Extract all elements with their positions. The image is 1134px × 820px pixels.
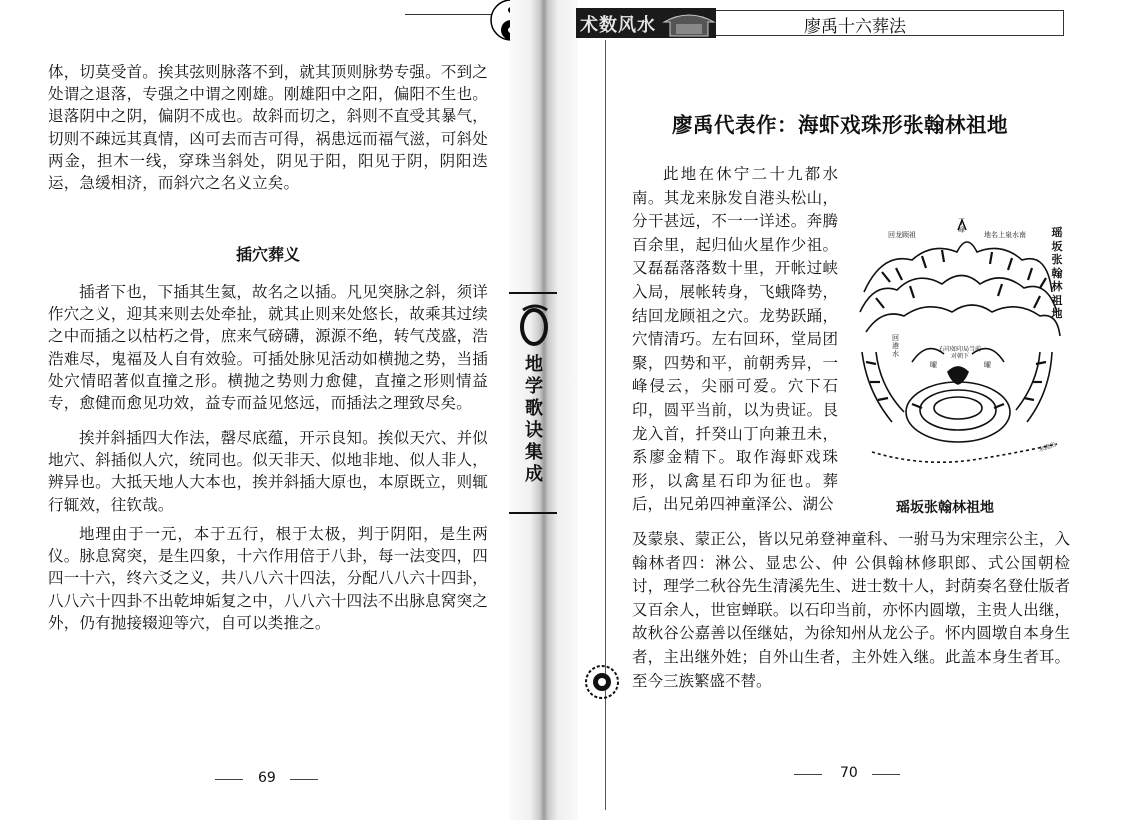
right-page-number: 70	[840, 765, 858, 781]
bagua-icon	[584, 664, 620, 700]
left-page-number: 69	[258, 770, 276, 786]
map-label-left-mid: 回港水	[892, 334, 899, 358]
map-side-label: 瑶坂张翰林祖地	[1051, 226, 1063, 320]
left-paragraph-3: 挨并斜插四大作法，罄尽底蕴，开示良知。挨似天穴、并似地穴、斜插似人穴，统同也。似天非天、似地非地、似人非人，辨异也。大抵天地人大本也，挨并斜插大原也，本原既立，则辄行辄效，往钦哉。	[48, 429, 488, 514]
left-paragraph-2: 插者下也，下插其生氦，故名之以插。凡见突脉之斜，须详作穴之义，迎其来则去处牵扯，就其止则来处悠长，故乘其过续之中而插之以枯朽之骨，庶来气磅礴，源源不绝，转气茂盛，浩浩难尽，鬼福及人自有效验。可插处脉见活动如横抛之势，当插处穴情昭著似直撞之形。横抛之势则力愈健，直撞之形则情益专，愈健而愈见功效，益专而益见悠远，而插法之理致尽矣。	[48, 283, 488, 413]
swirl-o-icon	[517, 304, 551, 348]
map-label-top-left: 回龙顾祖	[888, 231, 916, 239]
feng-shui-map	[852, 212, 1072, 482]
article-title: 廖禹代表作：海虾戏珠形张翰林祖地	[672, 113, 1008, 137]
left-page	[0, 0, 510, 820]
right-header	[576, 8, 1064, 38]
side-tab	[509, 292, 559, 514]
right-folio-rule-right	[872, 774, 900, 775]
side-tab-title: 地学歌诀集成	[525, 354, 543, 485]
right-folio-rule-left	[794, 774, 822, 775]
left-paragraph-1: 体，切莫受首。挨其弦则脉落不到，就其顶则脉势专强。不到之处谓之退落，专强之中谓之刚雄。刚雄阳中之阳，偏阳不生也。退落阴中之阴，偏阴不成也。故斜而切之，斜则不直受其暴气，切则不疎远其真情，凶可去而吉可得，祸患远而福气滋，可斜处两金，担木一线，穿珠当斜处，阴见于阳，阳见于阴，阴阳迭运，急缓相济，而斜穴之名义立矣。	[48, 63, 488, 193]
right-body-full: 及蒙泉、蒙正公，皆以兄弟登神童科、一驸马为宋理宗公主，入翰林者四：淋公、显忠公、仲 公俱翰林修职郎、式公国朝检讨，理学二秋谷先生清溪先生、进士数十人，封荫奏名登仕版者又百余人，世宦蝉联。以石印当前，亦怀内圆墩，主贵人出继，故秋谷公嘉善以侄继姑，为徐知州从龙公子。怀内圆墩自本身生者，主出继外姓；自外山生者，主外姓入继。此盖本身生者耳。至今三族繁盛不替。	[632, 530, 1070, 690]
left-folio-rule-right	[290, 779, 318, 780]
map-label-left-hump: 曜	[930, 361, 937, 369]
left-folio-rule-left	[215, 779, 243, 780]
header-title: 廖禹十六葬法	[804, 17, 906, 37]
section-title: 插穴葬义	[235, 245, 300, 264]
pavilion-roof-icon	[662, 10, 716, 38]
side-tab-top-rule	[509, 292, 557, 294]
map-label-top-mid: 丁峰	[958, 218, 965, 234]
header-logo-text: 术数风水	[580, 15, 656, 36]
left-paragraph-4: 地理由于一元，本于五行，根于太极，判于阴阳，是生两仪。脉息窝突，是生四象，十六作用倍于八卦，每一法变四，四四一十六，终六爻之义，共八八六十四法，分配八八六十四卦，八八六十四卦不出乾坤姤复之中，八八六十四法不出脉息窝突之外，仍有抛接辍迎等穴，自可以类推之。	[48, 525, 488, 632]
left-top-rule	[405, 14, 495, 15]
map-label-center: 石印如印局当前对朝下	[938, 346, 981, 360]
right-body-wrapped: 此地在休宁二十九都水南。其龙来脉发自港头松山，分干甚远，不一一详述。奔腾百余里，起归仙火星作少祖。又磊磊落落数十里，开帐过峡入局，展帐转身，飞蛾降势，结回龙顾祖之穴。龙势跃踊，穴情清巧。左右回环，堂局团聚，四势和平，前朝秀异，一峰侵云，尖丽可爱。穴下石印，圆平当前，以为贵证。艮龙入首，扦癸山丁向兼丑未，系廖金精下。取作海虾戏珠形，以禽星石印为征也。葬后，出兄弟四神童泽公、湖公	[632, 165, 838, 514]
map-caption: 瑶坂张翰林祖地	[896, 500, 994, 516]
map-label-top-right: 地名上泉水南	[984, 231, 1026, 239]
map-label-bottom-right: 水流出	[1037, 441, 1058, 454]
side-tab-bottom-rule	[509, 512, 557, 514]
map-label-right-hump: 曜	[984, 361, 991, 369]
